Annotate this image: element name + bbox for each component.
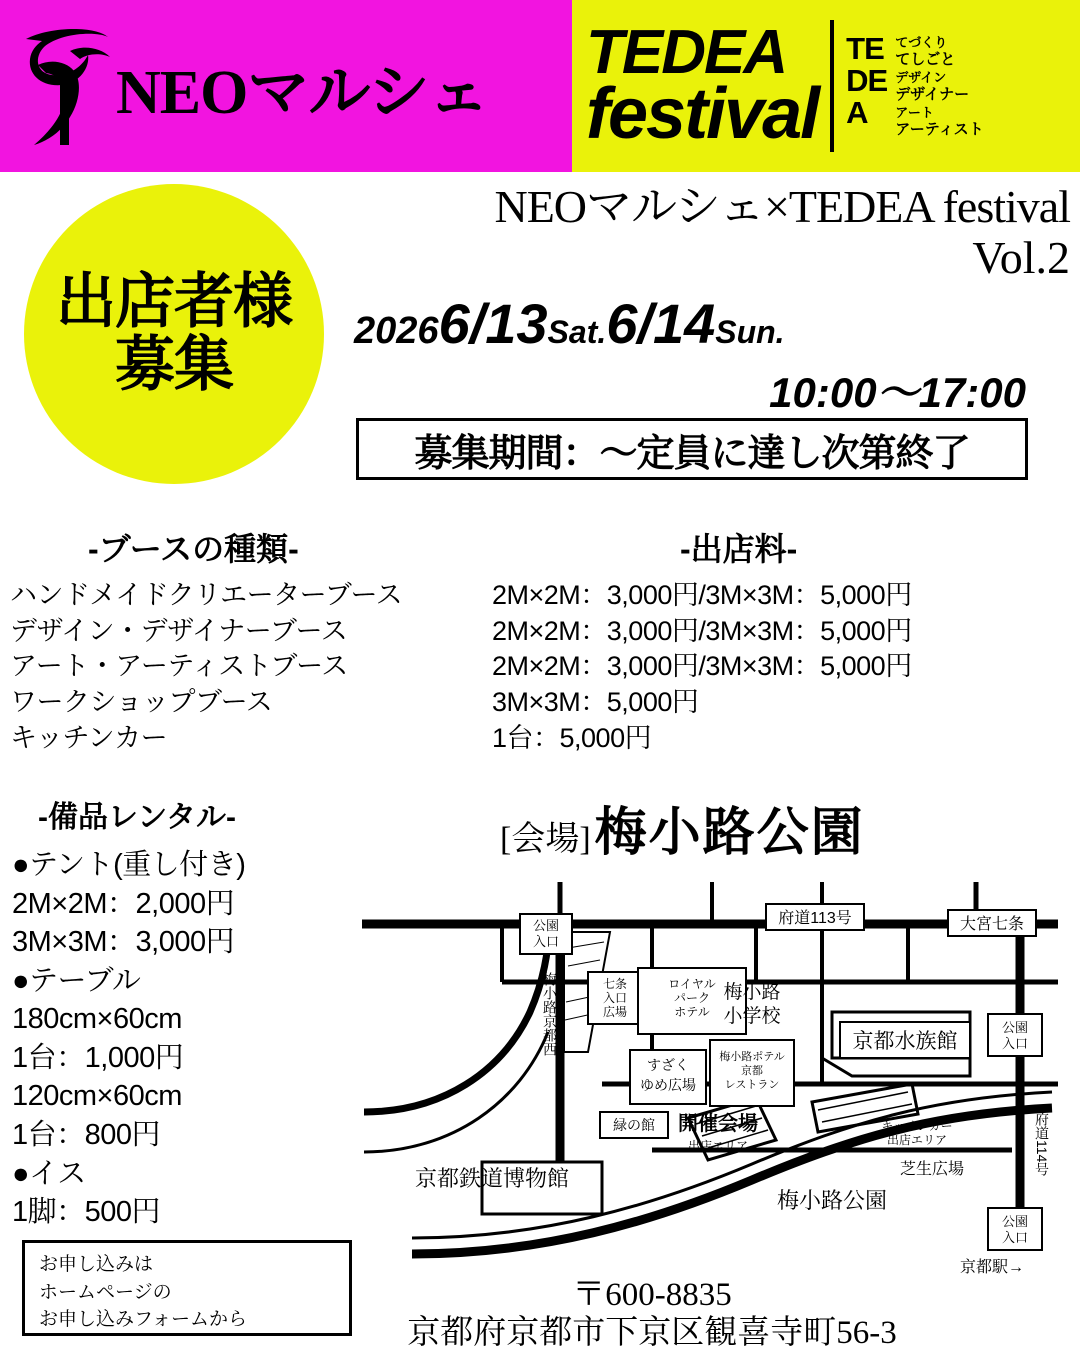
event-weekday-1: Sat. [547, 314, 607, 351]
event-date-2: 6/14 [606, 292, 716, 356]
svg-text:入口: 入口 [602, 991, 628, 1005]
list-item: ワークショップブース [10, 686, 273, 717]
apply-line-3: お申し込みフォームから [39, 1309, 248, 1331]
svg-text:入口: 入口 [1001, 1230, 1029, 1245]
venue-address: 京都府京都市下京区観喜寺町56-3 [407, 1315, 897, 1350]
event-title-block [330, 182, 1070, 420]
list-item: 2M×2M：3,000円/3M×3M：5,000円 [492, 651, 912, 682]
application-instructions-box [22, 1240, 352, 1336]
tedea-festival-logo-block [572, 0, 1080, 172]
list-item: 1台：5,000円 [492, 722, 652, 753]
svg-text:京都水族館: 京都水族館 [852, 1030, 958, 1053]
event-date-1: 6/13 [438, 292, 548, 356]
tedea-word-2-small: デザイン [895, 69, 947, 85]
list-item: 1脚：500円 [12, 1196, 161, 1229]
svg-text:ロイヤル: ロイヤル [668, 977, 716, 991]
tedea-acronym-words [895, 33, 983, 140]
svg-text:梅小路京都西: 梅小路京都西 [542, 972, 558, 1056]
tedea-word-3-small: アート [895, 104, 934, 120]
tedea-letter-de: DE [846, 62, 888, 98]
svg-text:梅小路ポテル: 梅小路ポテル [719, 1051, 785, 1063]
svg-text:広場: 広場 [602, 1005, 628, 1019]
booth-fees-heading: -出店料- [680, 531, 798, 567]
booth-fees-list [492, 578, 912, 756]
tedea-line2: festival [586, 74, 819, 155]
list-item: 3M×3M：3,000円 [12, 926, 235, 959]
svg-text:京都: 京都 [741, 1065, 763, 1077]
list-item: ●テント(重し付き) [12, 849, 246, 881]
svg-text:ホテル: ホテル [674, 1005, 710, 1019]
tedea-acronym-block [846, 30, 984, 140]
list-item: 120cm×60cm [12, 1080, 182, 1113]
svg-text:ゆめ広場: ゆめ広場 [640, 1077, 696, 1093]
tedea-word-1-small: てづくり [895, 34, 948, 50]
page-title: NEOマルシェ×TEDEA festival [494, 181, 1070, 232]
event-year: 2026 [354, 310, 439, 353]
list-item: デザイン・デザイナーブース [10, 615, 348, 646]
neo-marche-title: NEOマルシェ [116, 58, 489, 127]
svg-text:入口: 入口 [532, 934, 560, 949]
badge-line-1: 出店者様 [56, 269, 292, 335]
exhibitor-recruit-badge [24, 184, 324, 484]
tedea-word-1-big: てしごと [895, 50, 956, 68]
list-item: ●イス [12, 1157, 86, 1190]
tedea-word-2-big: デザイナー [895, 85, 970, 103]
list-item: 2M×2M：3,000円/3M×3M：5,000円 [492, 615, 912, 646]
header-band [0, 0, 1080, 172]
svg-text:京都鉄道博物館: 京都鉄道博物館 [414, 1166, 570, 1191]
list-item: ●テーブル [12, 964, 141, 997]
recruit-period-text: 募集期間：〜定員に達し次第終了 [414, 432, 970, 475]
svg-text:キッチンカー: キッチンカー [881, 1119, 953, 1133]
event-time: 10:00〜17:00 [769, 369, 1026, 417]
list-item: アート・アーティストブース [10, 651, 348, 682]
svg-text:公園: 公園 [1001, 1020, 1029, 1035]
tedea-acronym-letters [846, 30, 888, 130]
event-weekday-2: Sun. [715, 314, 785, 351]
svg-text:梅小路公園: 梅小路公園 [776, 1188, 888, 1213]
tedea-wordmark [586, 18, 819, 155]
svg-text:大宮七条: 大宮七条 [959, 916, 1025, 933]
venue-heading [500, 790, 865, 865]
apply-line-1: お申し込みは [39, 1254, 154, 1275]
event-volume: Vol.2 [972, 231, 1070, 283]
tedea-letter-a: A [846, 94, 868, 130]
tedea-letter-te: TE [846, 30, 884, 66]
svg-text:公園: 公園 [532, 918, 560, 933]
svg-text:開催会場: 開催会場 [678, 1113, 758, 1135]
list-item: 180cm×60cm [12, 1003, 182, 1036]
svg-text:小学校: 小学校 [723, 1006, 781, 1027]
svg-text:府道114号: 府道114号 [1034, 1112, 1050, 1177]
list-item: 2M×2M：3,000円/3M×3M：5,000円 [492, 580, 912, 610]
neo-brush-mark-icon [8, 21, 128, 151]
tedea-word-3-big: アーティスト [895, 120, 984, 138]
neo-marche-logo-block [0, 0, 572, 172]
svg-text:七条: 七条 [602, 977, 628, 991]
svg-text:入口: 入口 [1001, 1036, 1029, 1051]
booth-types-heading: -ブースの種類- [88, 531, 299, 567]
badge-line-2: 募集 [115, 332, 233, 398]
list-item: 2M×2M：2,000円 [12, 887, 235, 920]
svg-text:梅小路: 梅小路 [723, 982, 781, 1003]
svg-text:レストラン: レストラン [724, 1079, 780, 1091]
svg-text:府道113号: 府道113号 [778, 910, 852, 927]
venue-name: 梅小路公園 [594, 805, 865, 862]
venue-zip: 〒600-8835 [572, 1277, 732, 1313]
svg-text:緑の館: 緑の館 [613, 1117, 655, 1133]
list-item: キッチンカー [10, 722, 168, 753]
svg-text:公園: 公園 [1001, 1214, 1029, 1229]
list-item: 1台：800円 [12, 1118, 161, 1151]
svg-text:パーク: パーク [673, 991, 711, 1005]
svg-text:京都駅→: 京都駅→ [959, 1259, 1025, 1276]
svg-text:出店エリア: 出店エリア [886, 1133, 948, 1147]
list-item: 1台：1,000円 [12, 1041, 184, 1074]
rental-heading: -備品レンタル- [38, 801, 237, 834]
venue-map-svg [352, 862, 1068, 1282]
svg-text:芝生広場: 芝生広場 [899, 1161, 965, 1178]
event-dates [330, 291, 1070, 356]
svg-text:すざく: すざく [647, 1057, 689, 1073]
booth-types-list [10, 578, 402, 756]
list-item: ハンドメイドクリエーターブース [10, 580, 403, 610]
list-item: 3M×3M：5,000円 [492, 686, 699, 717]
rental-list [12, 846, 245, 1232]
tedea-line1: TEDEA [586, 18, 787, 88]
recruit-period-box [356, 418, 1028, 480]
svg-text:出店エリア: 出店エリア [687, 1139, 749, 1153]
tedea-divider [830, 20, 834, 152]
venue-tag: [会場] [500, 821, 591, 858]
venue-map [352, 862, 1068, 1282]
apply-line-2: ホームページの [39, 1281, 172, 1303]
